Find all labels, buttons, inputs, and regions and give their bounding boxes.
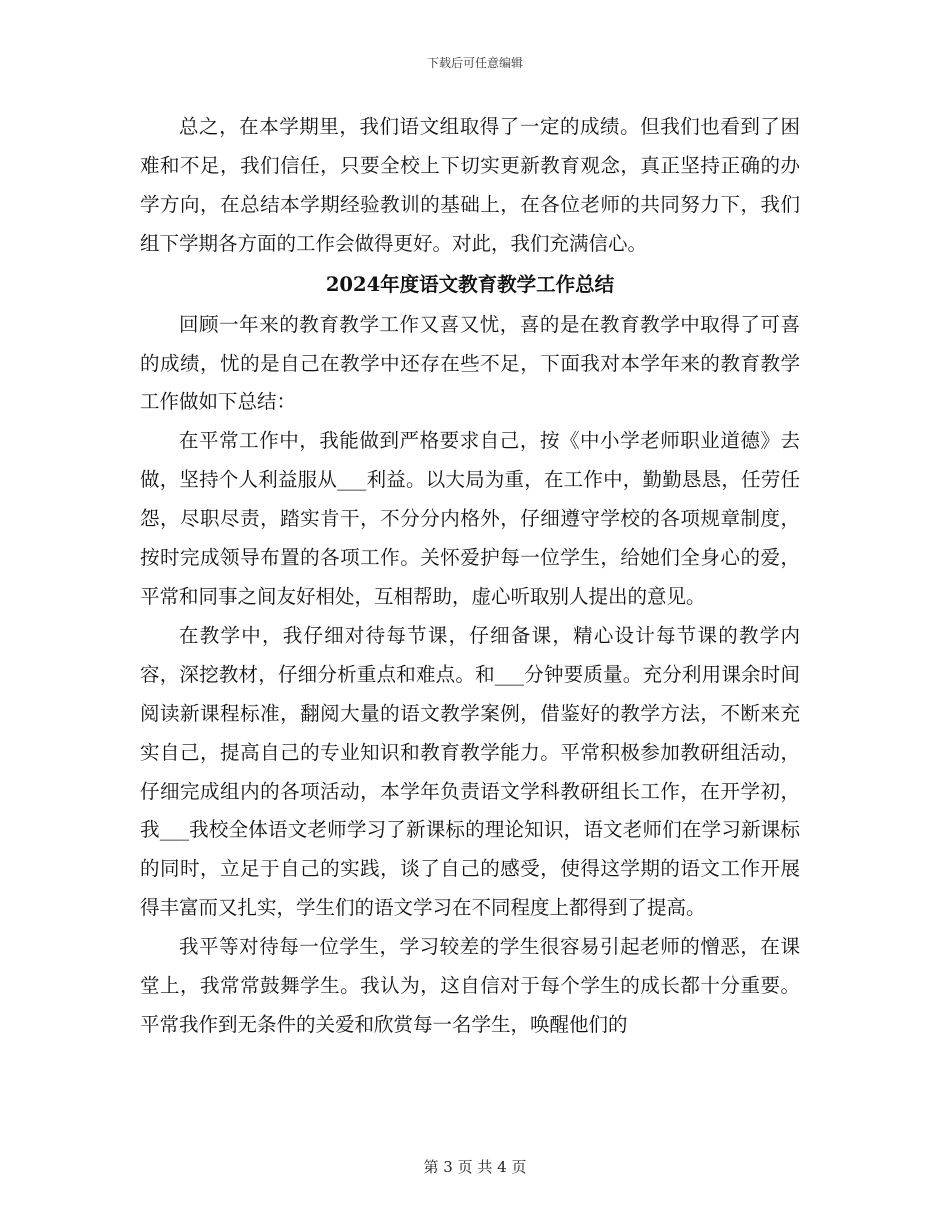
paragraph-students: 我平等对待每一位学生，学习较差的学生很容易引起老师的憎恶，在课堂上，我常常鼓舞学生。我认为，这自信对于每个学生的成长都十分重要。平常我作到无条件的关爱和欣赏每一名学生，唤醒他们的: [140, 935, 800, 1036]
page-header-note: 下载后可任意编辑: [426, 56, 523, 70]
paragraph-teaching: 在教学中，我仔细对待每节课，仔细备课，精心设计每节课的教学内容，深挖教材，仔细分析重点和难点。和___分钟要质量。充分利用课余时间阅读新课程标准，翻阅大量的语文教学案例，借鉴好的教学方法，不断来充实自己，提高自己的专业知识和教育教学能力。平常积极参加教研组活动，仔细完成组内的各项活动，本学年负责语文学科教研组长工作，在开学初，我___我校全体语文老师学习了新课标的理论知识，语文老师们在学习新课标的同时，立足于自己的实践，谈了自己的感受，使得这学期的语文工作开展得丰富而又扎实，学生们的语文学习在不同程度上都得到了提高。: [140, 623, 800, 920]
document-body: [140, 108, 800, 1045]
page-number: 第 3 页 共 4 页: [423, 1158, 527, 1176]
paragraph-review: 回顾一年来的教育教学工作又喜又忧，喜的是在教育教学中取得了可喜的成绩，忧的是自己在教学中还存在些不足，下面我对本学年来的教育教学工作做如下总结：: [140, 312, 800, 414]
paragraph-summary: 总之，在本学期里，我们语文组取得了一定的成绩。但我们也看到了困难和不足，我们信任，只要全校上下切实更新教育观念，真正坚持正确的办学方向，在总结本学期经验教训的基础上，在各位老师的共同努力下，我们组下学期各方面的工作会做得更好。对此，我们充满信心。: [140, 115, 800, 255]
section-title: 2024年度语文教育教学工作总结: [325, 272, 615, 296]
paragraph-work-attitude: 在平常工作中，我能做到严格要求自己，按《中小学老师职业道德》去做，坚持个人利益服从___利益。以大局为重，在工作中，勤勤恳恳，任劳任怨，尽职尽责，踏实肯干，不分分内格外，仔细遵守学校的各项规章制度，按时完成领导布置的各项工作。关怀爱护每一位学生，给她们全身心的爱，平常和同事之间友好相处，互相帮助，虚心听取别人提出的意见。: [140, 429, 800, 608]
